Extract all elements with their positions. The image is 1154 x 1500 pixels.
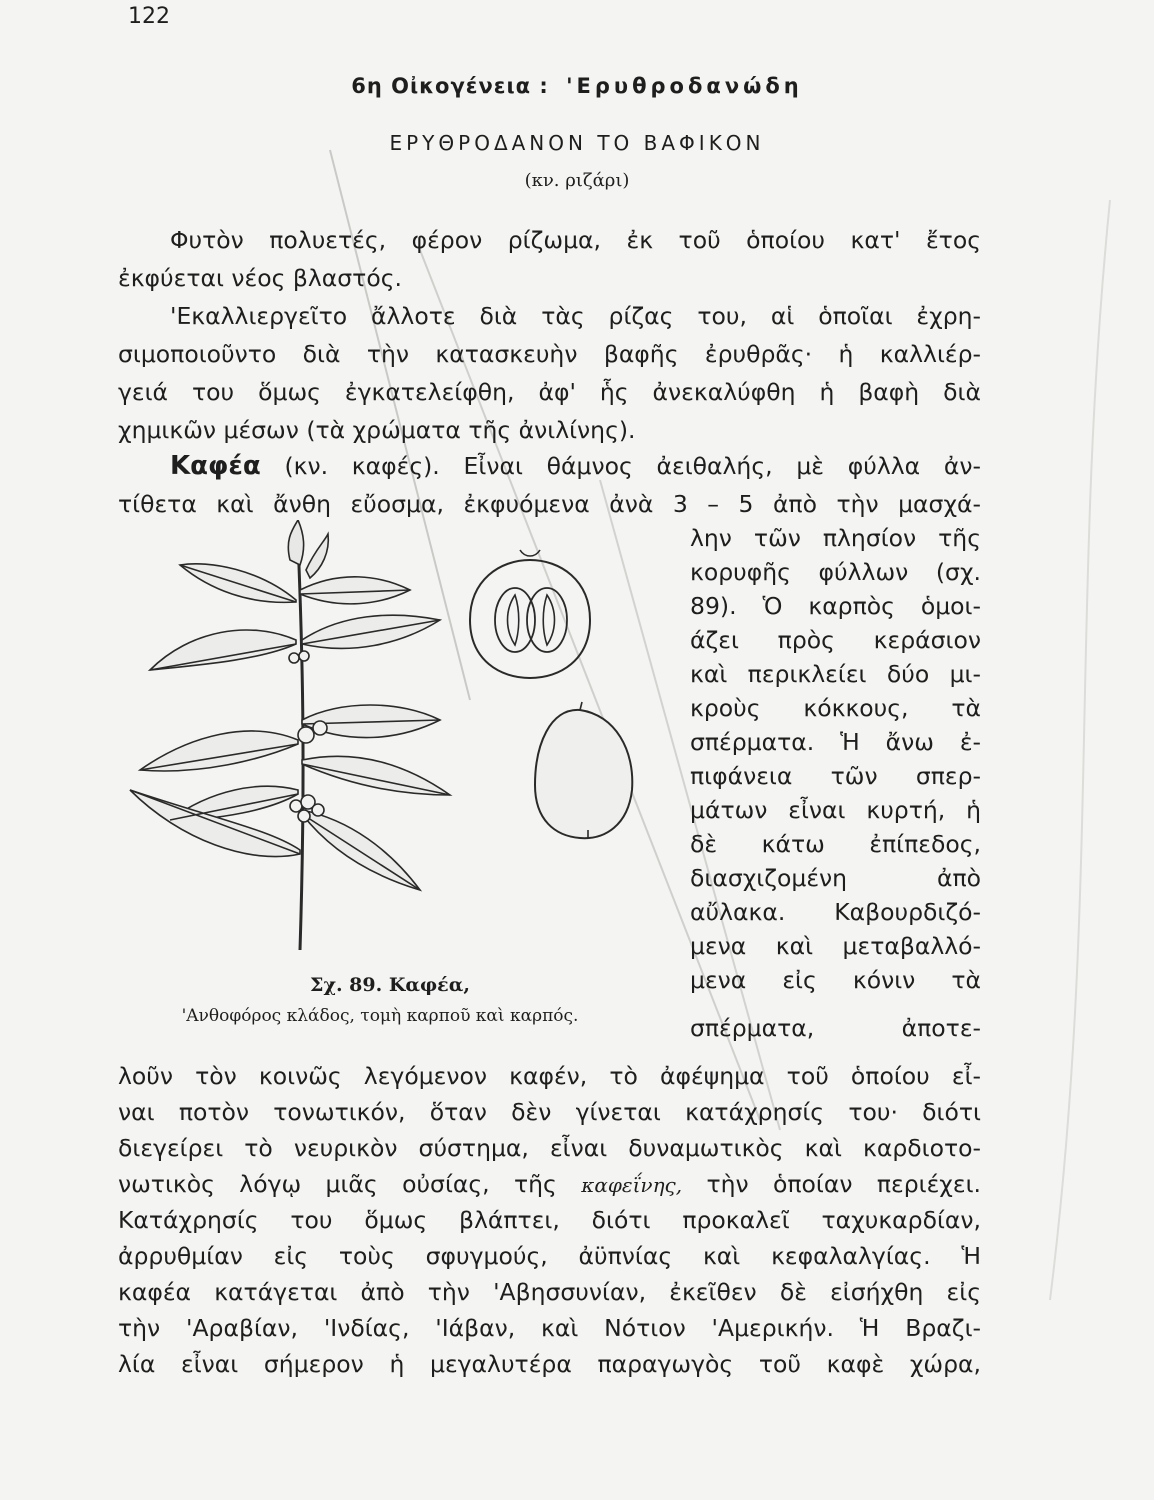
coffee-branch-illustration <box>110 520 670 960</box>
side-text-line: 89). Ὁ καρπὸς ὁμοι- <box>690 592 981 620</box>
family-heading-prefix: 6η Οἰκογένεια : <box>351 74 549 98</box>
side-text-line: διασχιζομένη ἀπὸ <box>690 864 981 892</box>
family-heading <box>0 74 1154 98</box>
text-line: λία εἶναι σήμερον ἡ μεγαλυτέρα παραγωγὸς τοῦ καφὲ χώρα, <box>118 1350 981 1378</box>
species-title: ΕΡΥΘΡΟΔΑΝΟΝ ΤΟ ΒΑΦΙΚΟΝ <box>389 131 765 155</box>
text-line: λοῦν τὸν κοινῶς λεγόμενον καφέν, τὸ ἀφέψημα τοῦ ὁποίου εἶ- <box>118 1062 981 1090</box>
caffeine-word: καφεΐνης, <box>581 1173 683 1197</box>
side-text-line: κροὺς κόκκους, τὰ <box>690 694 981 722</box>
text-line: ἀρρυθμίαν εἰς τοὺς σφυγμούς, ἀϋπνίας καὶ κεφαλαλγίας. Ἡ <box>118 1242 981 1270</box>
coffee-line-rest: (κν. καφές). Εἶναι θάμνος ἀειθαλής, μὲ φύλλα ἀν- <box>284 452 981 480</box>
text-line <box>118 1168 981 1201</box>
side-text-line: αὔλακα. Καβουρδιζό- <box>690 898 981 926</box>
text-line: τὴν 'Αραβίαν, 'Ινδίας, 'Ιάβαν, καὶ Νότιον 'Αμερικήν. Ἡ Βραζι- <box>118 1314 981 1342</box>
figure-caption-text: 'Ανθοφόρος κλάδος, τομὴ καρποῦ καὶ καρπός. <box>181 1006 579 1026</box>
side-text-line: καὶ περικλείει δύο μι- <box>690 660 981 688</box>
text-line: γειά του ὅμως ἐγκατελείφθη, ἀφ' ἧς ἀνεκαλύφθη ἡ βαφὴ διὰ <box>118 378 981 406</box>
side-text-line: μάτων εἶναι κυρτή, ἡ <box>690 796 981 824</box>
caffeine-line-pre: νωτικὸς λόγῳ μιᾶς οὐσίας, τῆς <box>118 1170 557 1198</box>
side-text-line: λην τῶν πλησίον τῆς <box>690 524 981 552</box>
text-line: σιμοποιοῦντο διὰ τὴν κατασκευὴν βαφῆς ἐρυθρᾶς· ἡ καλλιέρ- <box>118 340 981 368</box>
text-line: Φυτὸν πολυετές, φέρον ρίζωμα, ἐκ τοῦ ὁποίου κατ' ἔτος <box>170 226 981 254</box>
side-text-line: κορυφῆς φύλλων (σχ. <box>690 558 981 586</box>
side-text-line: άζει πρὸς κεράσιον <box>690 626 981 654</box>
text-line: 'Εκαλλιεργεῖτο ἄλλοτε διὰ τὰς ρίζας του, αἱ ὁποῖαι ἐχρη- <box>170 302 981 330</box>
side-text-line: μενα εἰς κόνιν τὰ <box>690 966 981 994</box>
text-line: χημικῶν μέσων (τὰ χρώματα τῆς ἀνιλίνης). <box>118 416 636 444</box>
text-line: Κατάχρησίς του ὅμως βλάπτει, διότι προκαλεῖ ταχυκαρδίαν, <box>118 1206 981 1234</box>
side-text-line: σπέρματα, ἀποτε- <box>690 1014 981 1042</box>
family-heading-name: 'Ερυθροδανώδη <box>566 74 803 98</box>
side-text-line: σπέρματα. Ἡ ἄνω ἐ- <box>690 728 981 756</box>
text-line <box>118 450 981 482</box>
text-line: ἐκφύεται νέος βλαστός. <box>118 264 402 292</box>
text-line: ναι ποτὸν τονωτικόν, ὅταν δὲν γίνεται κατάχρησίς του· διότι <box>118 1098 981 1126</box>
side-text-line: δὲ κάτω ἐπίπεδος, <box>690 830 981 858</box>
common-name: (κν. ριζάρι) <box>524 170 630 191</box>
text-line: καφέα κατάγεται ἀπὸ τὴν 'Αβησσυνίαν, ἐκεῖθεν δὲ εἰσήχθη εἰς <box>118 1278 981 1306</box>
page-number: 122 <box>128 4 170 29</box>
text-line: τίθετα καὶ ἄνθη εὔοσμα, ἐκφυόμενα ἀνὰ 3 – 5 ἀπὸ τὴν μασχά- <box>118 490 981 518</box>
coffee-term: Καφέα <box>170 451 261 481</box>
side-text-line: μενα καὶ μεταβαλλό- <box>690 932 981 960</box>
side-text-line: πιφάνεια τῶν σπερ- <box>690 762 981 790</box>
text-line: διεγείρει τὸ νευρικὸν σύστημα, εἶναι δυναμωτικὸς καὶ καρδιοτο- <box>118 1134 981 1162</box>
figure-caption-title: Σχ. 89. Καφέα, <box>310 974 470 996</box>
caffeine-line-post: τὴν ὁποίαν περιέχει. <box>706 1170 981 1198</box>
